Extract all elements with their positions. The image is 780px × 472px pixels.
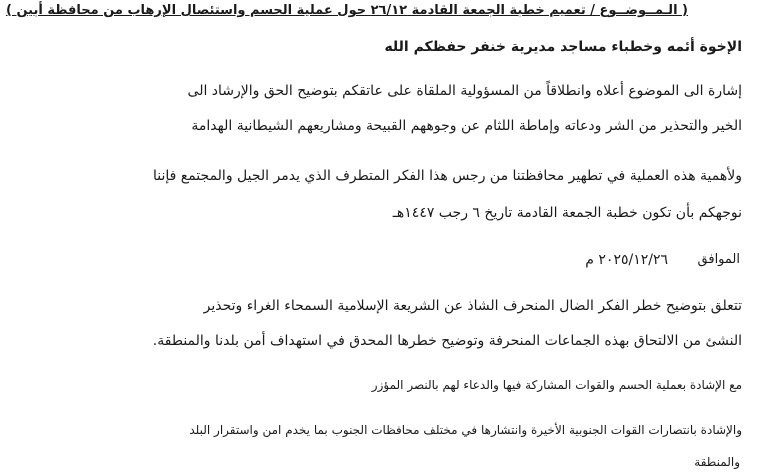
paragraph2-line2: نوجهكم بأن تكون خطبة الجمعة القادمة تاريخ ٦ رجب ١٤٤٧هـ xyxy=(392,205,742,221)
subject-line: ( الـمــوضــوع / تعميم خطبة الجمعة القادمة ٢٦/١٢ حول عملية الحسم واستئصال الإرهاب من محافظة أبين ) xyxy=(5,3,688,18)
paragraph1-line1: إشارة الى الموضوع أعلاه وانطلاقاً من المسؤولية الملقاة على عاتقكم بتوضيح الحق والإرشاد الى xyxy=(187,83,742,99)
point1-line: مع الإشادة بعملية الحسم والقوات المشاركة فيها والدعاء لهم بالنصر المؤزر xyxy=(371,378,742,392)
paragraph3-line2: النشئ من الالتحاق بهذه الجماعات المنحرفة وتوضيح خطرها المحدق في استهداف أمن بلدنا والمنطقة. xyxy=(152,333,742,349)
greeting-line: الإخوة أئمه وخطباء مساجد مديرية خنفر حفظكم الله xyxy=(384,39,742,55)
point2-continuation: والمنطقة xyxy=(694,455,740,469)
paragraph1-line2: الخير والتحذير من الشر ودعاته وإماطة اللثام عن وجوههم القبيحة ومشاريعهم الشيطانية الهدامة xyxy=(191,118,742,134)
paragraph3-line1: تتعلق بتوضيح خطر الفكر الضال المنحرف الشاذ عن الشريعة الإسلامية السمحاء الغراء وتحذير xyxy=(203,298,742,314)
point2-line: والإشادة بانتصارات القوات الجنوبية الأخيرة وانتشارها في مختلف محافظات الجنوب بما يخدم امن واستقرار البلد xyxy=(189,423,742,437)
paragraph2-line1: ولأهمية هذه العملية في تطهير محافظتنا من رجس هذا الفكر المتطرف الذي يدمر الجيل والمجتمع فإننا xyxy=(152,168,742,184)
date-value: ٢٠٢٥/١٢/٢٦ م xyxy=(585,252,668,268)
date-label: الموافق xyxy=(697,252,740,267)
